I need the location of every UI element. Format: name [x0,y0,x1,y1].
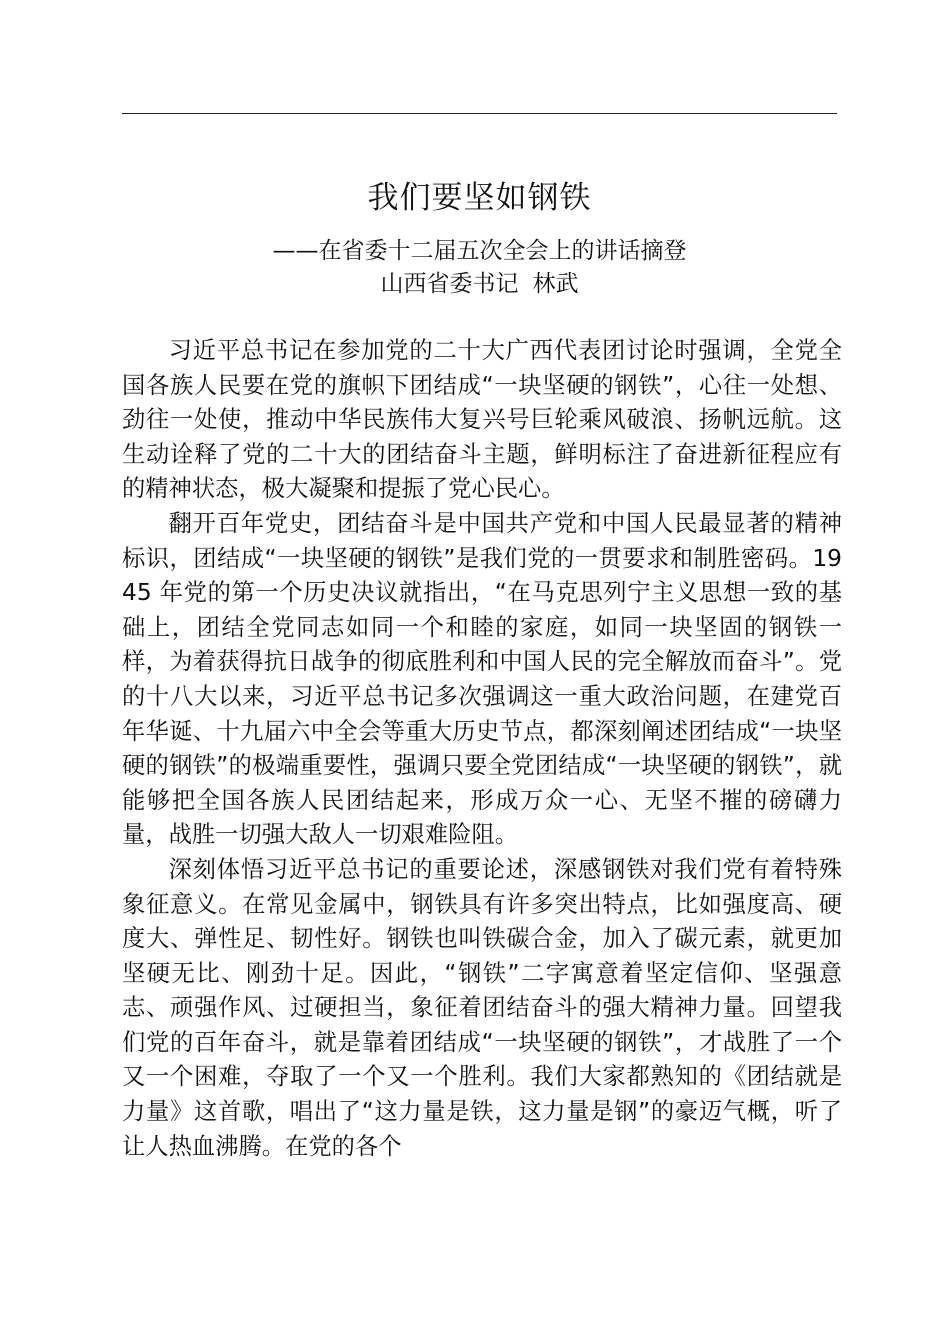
author-name: 林武 [532,271,579,297]
article-author [122,268,837,300]
article-title: 我们要坚如钢铁 [367,180,592,216]
article-body [122,334,842,1164]
header-rule [122,113,837,114]
paragraph: 深刻体悟习近平总书记的重要论述，深感钢铁对我们党有着特殊象征意义。在常见金属中，钢铁具有许多突出特点，比如强度高、硬度大、弹性足、韧性好。钢铁也叫铁碳合金，加入了碳元素，就更加坚硬无比、刚劲十足。因此，“钢铁”二字寓意着坚定信仰、坚强意志、顽强作风、过硬担当，象征着团结奋斗的强大精神力量。回望我们党的百年奋斗，就是靠着团结成“一块坚硬的钢铁”，才战胜了一个又一个困难，夺取了一个又一个胜利。我们大家都熟知的《团结就是力量》这首歌，唱出了“这力量是铁，这力量是钢”的豪迈气概，听了让人热血沸腾。在党的各个 [122,855,842,1160]
paragraph: 习近平总书记在参加党的二十大广西代表团讨论时强调，全党全国各族人民要在党的旗帜下团结成“一块坚硬的钢铁”，心往一处想、劲往一处使，推动中华民族伟大复兴号巨轮乘风破浪、扬帆远航。这生动诠释了党的二十大的团结奋斗主题，鲜明标注了奋进新征程应有的精神状态，极大凝聚和提振了党心民心。 [122,337,842,503]
paragraph: 翻开百年党史，团结奋斗是中国共产党和中国人民最显著的精神标识，团结成“一块坚硬的钢铁”是我们党的一贯要求和制胜密码。1945 年党的第一个历史决议就指出，“在马克思列宁主义思想一致的基础上，团结全党同志如同一个和睦的家庭，如同一块坚固的钢铁一样，为着获得抗日战争的彻底胜利和中国人民的完全解放而奋斗”。党的十八大以来，习近平总书记多次强调这一重大政治问题，在建党百年华诞、十九届六中全会等重大历史节点，都深刻阐述团结成“一块坚硬的钢铁”的极端重要性，强调只要全党团结成“一块坚硬的钢铁”，就能够把全国各族人民团结起来，形成万众一心、无坚不摧的磅礴力量，战胜一切强大敌人一切艰难险阻。 [122,509,842,849]
author-role: 山西省委书记 [380,271,519,297]
article-subtitle: ——在省委十二届五次全会上的讲话摘登 [272,238,687,264]
